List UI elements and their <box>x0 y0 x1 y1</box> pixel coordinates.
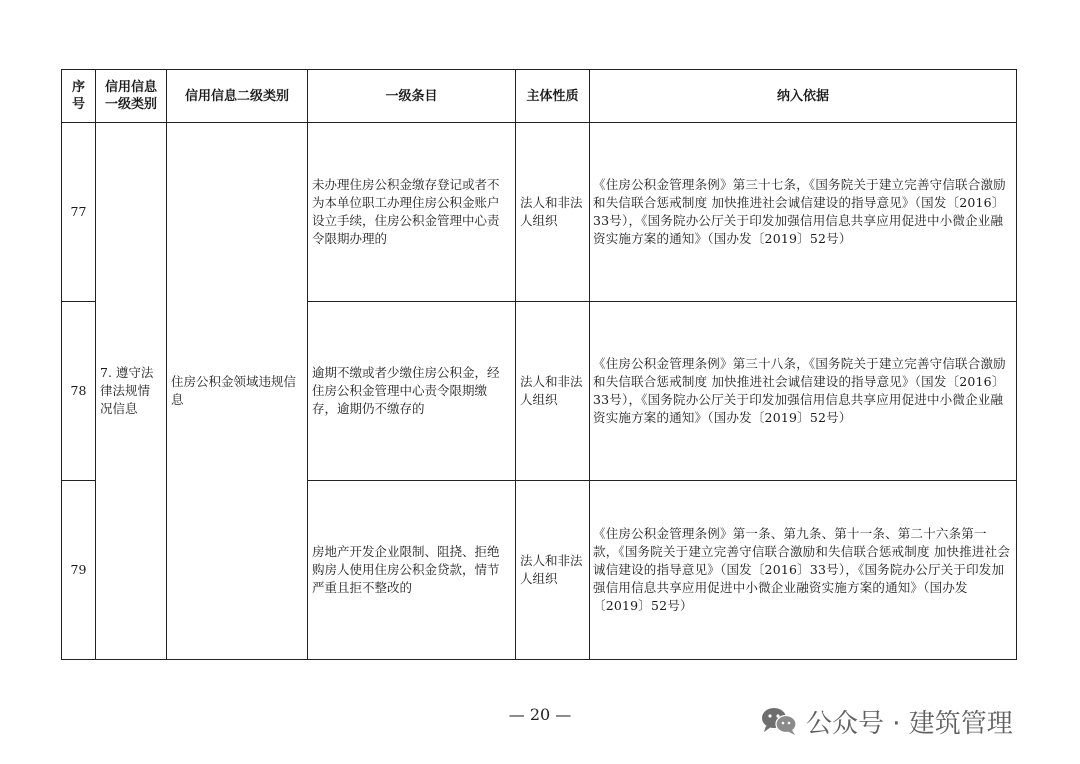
row-item: 未办理住房公积金缴存登记或者不为本单位职工办理住房公积金账户设立手续，住房公积金管理中心责令限期办理的 <box>308 123 516 302</box>
level1-category-cell: 7. 遵守法律法规情况信息 <box>96 123 167 660</box>
level2-category-cell: 住房公积金领域违规信息 <box>167 123 308 660</box>
table-row <box>62 123 1017 302</box>
header-seq-line1: 序 <box>71 80 85 95</box>
row-subject: 法人和非法人组织 <box>516 302 590 481</box>
page-number: — 20 — <box>508 705 572 724</box>
row-item: 逾期不缴或者少缴住房公积金，经住房公积金管理中心责令限期缴存，逾期仍不缴存的 <box>308 302 516 481</box>
table-header-row <box>62 70 1017 123</box>
credit-info-table <box>61 69 1017 660</box>
watermark-text: 公众号 · 建筑管理 <box>806 708 1013 739</box>
header-level1-category <box>96 70 167 123</box>
row-subject: 法人和非法人组织 <box>516 481 590 660</box>
row-basis: 《住房公积金管理条例》第三十七条，《国务院关于建立完善守信联合激励和失信联合惩戒制度 加快推进社会诚信建设的指导意见》（国发〔2016〕33号），《国务院办公厅关于印发加强信用信息共享应用促进中小微企业融资实施方案的通知》（国办发〔2019〕52号） <box>590 123 1017 302</box>
watermark <box>760 701 1013 741</box>
header-seq <box>62 70 96 123</box>
row-subject: 法人和非法人组织 <box>516 123 590 302</box>
row-seq: 77 <box>62 123 96 302</box>
header-item: 一级条目 <box>308 70 516 123</box>
header-seq-line2: 号 <box>71 97 85 112</box>
wechat-icon <box>760 706 798 736</box>
row-seq: 78 <box>62 302 96 481</box>
header-level2-category: 信用信息二级类别 <box>167 70 308 123</box>
header-subject: 主体性质 <box>516 70 590 123</box>
header-basis: 纳入依据 <box>590 70 1017 123</box>
row-seq: 79 <box>62 481 96 660</box>
header-level1-line2: 一级类别 <box>104 97 157 112</box>
row-basis: 《住房公积金管理条例》第一条、第九条、第十一条、第二十六条第一款，《国务院关于建立完善守信联合激励和失信联合惩戒制度 加快推进社会诚信建设的指导意见》（国发〔2016〕33号），《国务院办公厅关于印发加强信用信息共享应用促进中小微企业融资实施方案的通知》（国办发〔2019〕52号） <box>590 481 1017 660</box>
row-basis: 《住房公积金管理条例》第三十八条，《国务院关于建立完善守信联合激励和失信联合惩戒制度 加快推进社会诚信建设的指导意见》（国发〔2016〕33号），《国务院办公厅关于印发加强信用信息共享应用促进中小微企业融资实施方案的通知》（国办发〔2019〕52号） <box>590 302 1017 481</box>
row-item: 房地产开发企业限制、阻挠、拒绝购房人使用住房公积金贷款，情节严重且拒不整改的 <box>308 481 516 660</box>
header-level1-line1: 信用信息 <box>104 80 157 95</box>
